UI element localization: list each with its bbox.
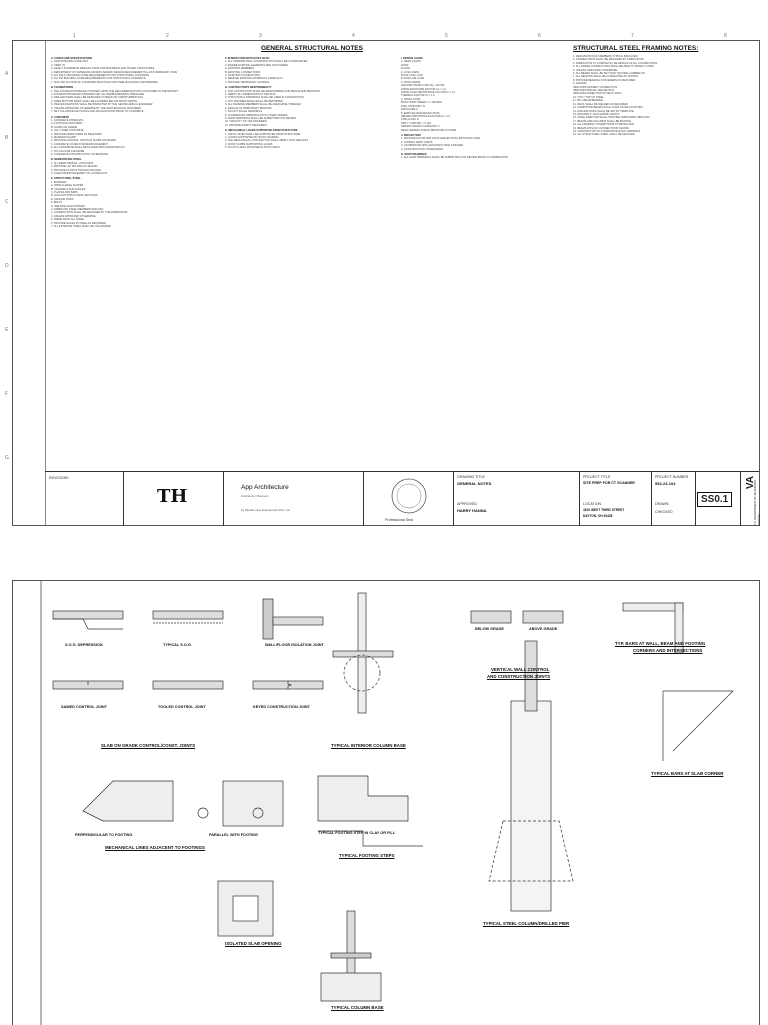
note-line: 7. AISC 360-16 CODE OF STANDARD PRACTICE FOR STEEL BUILDINGS AND BRIDGES — [51, 80, 158, 84]
grid-letter: C — [5, 199, 9, 205]
location-value: 4100 WEST THIRD STREET — [583, 508, 625, 512]
note-line: 6. PROVIDE HOLES IN STEEL AS REQUIRED — [51, 221, 106, 225]
caption-parallel: PARALLEL WITH FOOTING — [209, 833, 259, 837]
firm-sub: by Mueller Hoy Engineered Ohio, Inc. — [241, 508, 291, 512]
notes-column-2 — [225, 55, 395, 150]
architect-sub: Architects | Planners — [241, 494, 269, 498]
note-line: 6. ALL CONCRETE SHALL BE PLACED AND CURED PER ACI — [51, 146, 125, 150]
grid-letter: E — [5, 327, 9, 333]
drawn-label: DRAWN — [655, 502, 669, 506]
approved-label: APPROVED — [457, 502, 477, 506]
framing-note-line: INDICATES BRACE, SEE DETAILS — [573, 89, 615, 93]
notes-section-heading: I. DESIGN LOADS — [401, 57, 423, 60]
note-line: BASIC WIND SPEED V = 115 MPH — [401, 101, 442, 105]
notes-section-heading: H. MECHANICAL LOADS SUPPORTED FROM STRUCTURE — [225, 129, 298, 133]
caption-keyed-construction-joint: KEYED CONSTRUCTION JOINT — [253, 705, 310, 709]
note-line: ROOF LIVE LOAD — [401, 74, 423, 78]
caption-typical-column-base: TYPICAL COLUMN BASE — [331, 1005, 384, 1010]
caption-vertical-wall-control: VERTICAL WALL CONTROL — [491, 667, 550, 672]
grid-letter: G — [5, 455, 9, 461]
note-line: A. WIDE FLANGE SHAPES — [51, 184, 84, 188]
note-line: 1. PROVIDE FLOOR AND ROOF DEFLECTION LIMITS PER CODE — [401, 137, 480, 141]
note-line: 4. DEPARTMENT OF VETERANS AFFAIRS SEISMIC DESIGN REQUIREMENTS H-18-8 (FEBRUARY 2016) — [51, 70, 178, 74]
notes-section-heading: J. DEFLECTION — [401, 133, 421, 137]
note-line: BASIC SEISMIC FORCE RESISTING SYSTEM — [401, 128, 457, 132]
note-line: 6. ACI 318 BUILDING CODE REQUIREMENTS FOR STRUCTURAL CONCRETE — [51, 77, 146, 81]
location-label: LOCATION — [583, 502, 602, 506]
note-line: 7. SET COLUMN BASE PLATES AND ANCHOR RODS PRIOR TO CONCRETE — [51, 110, 144, 114]
note-line: 11. PROVIDE SAFETY MEASURES — [225, 123, 267, 127]
framing-note-line: 20. CONTRACTOR TO COORDINATE ROOF OPENINGS — [573, 129, 641, 133]
note-line: B. CHANNELS AND ANGLES — [51, 187, 86, 191]
notes-section-heading: K. SHOP DRAWINGS — [401, 152, 427, 156]
note-line: C. EXISTING FOUNDATIONS — [225, 74, 260, 78]
grid-number: 3 — [259, 33, 262, 39]
note-line: 5. PIER EXCAVATIONS SHALL BE INSPECTED BY THE GEOTECHNICAL ENGINEER — [51, 103, 153, 107]
note-line: SEISMIC DESIGN CATEGORY C — [401, 125, 440, 129]
caption-steel-column-pier: TYPICAL STEEL COLUMN/DRILLED PIER — [483, 921, 570, 926]
note-line: B. SLABS ON GRADE — [51, 125, 78, 129]
note-line: EXPOSURE C — [401, 108, 419, 112]
caption-below-grade: BELOW GRADE — [475, 627, 504, 631]
caption-tooled-control-joint: TOOLED CONTROL JOINT — [158, 705, 206, 709]
approved-value: HARRY HANNA — [457, 508, 487, 513]
note-line: E. ANCHOR RODS — [51, 197, 74, 201]
note-line: 10. THE DUTY OF THE ENGINEER — [225, 120, 267, 124]
note-line: 1. THE CONTRACTOR SHALL BE RESPONSIBLE FOR MEANS AND METHODS — [225, 89, 320, 93]
note-line: 1. MATERIAL: — [51, 180, 68, 184]
caption-typical-sog: TYPICAL S.O.G. — [163, 643, 192, 647]
note-line: F. BOLTS — [51, 201, 63, 205]
framing-note-line: 4. ALL FRAME CONNECTIONS SHALL BE ABLE TO RESIST LOADS — [573, 65, 654, 69]
note-line: 4. OPEN BOTTOM PIERS SHALL BE FOUNDED BELOW FROST DEPTH — [51, 99, 138, 103]
note-line: ROOF — [401, 63, 409, 67]
framing-notes-column — [573, 55, 748, 137]
note-line: 3. DRILLED PIERS SHALL BE DESIGNED TO BEAR ON UNDISTURBED SOIL — [51, 96, 144, 100]
note-line: 4. UNLESS APPROVED OTHERWISE — [51, 214, 96, 218]
note-line: B. EXISTING CONNECTIONS — [225, 70, 261, 74]
caption-footing-step-clay: TYPICAL FOOTING STEP IN CLAY OR FILL — [318, 831, 396, 835]
notes-section-heading: G. CONTRACTOR'S RESPONSIBILITY — [225, 86, 272, 90]
notes-section-heading: F. INTERACTION WITH EXIST. BLDG — [225, 57, 270, 60]
note-line: 3. STRUCTURAL DRAWINGS SHALL BE USED IN CONJUNCTION — [225, 96, 304, 100]
caption-sawed-control-joint: SAWED CONTROL JOINT — [61, 705, 107, 709]
firm-logo: TH — [157, 486, 188, 507]
framing-note-line: 11. BS = BEAM BEARING — [573, 99, 604, 103]
note-line: 7. DO NOT SCALE DRAWINGS — [225, 110, 263, 114]
framing-note-line: 15. PROVIDE 1" NON-SHRINK GROUT — [573, 112, 620, 116]
framing-note-line: 8. PROVIDE BEARING STIFFENERS AS REQUIRED — [573, 78, 636, 82]
framing-note-line: 5. UNLESS INDICATED OTHERWISE — [573, 68, 618, 72]
notes-section-heading: E. STRUCTURAL STEEL — [51, 177, 81, 181]
caption-wall-corners: TYP. BARS AT WALL, BEAM AND FOOTING — [615, 641, 706, 646]
note-line: 1. UNITS LISTED SHALL BE SUPPORTED FROM STRUCTURE — [225, 132, 301, 136]
sheet-number: SS0.1 — [697, 492, 732, 507]
framing-note-line: 18. ALL FRAMING CONNECTIONS TO BE BOLTED — [573, 123, 634, 127]
note-line: 2. FABRICATE STEEL MEMBERS PER AISC — [51, 208, 104, 212]
note-line: 4. CLEAN REINFORCEMENT OF LOOSE RUST — [51, 172, 108, 175]
note-line: 1. THE FOUNDATION DESIGN IS BASED UPON THE RECOMMENDATIONS CONTAINED IN THE REPORT — [51, 89, 179, 93]
note-line: D. HOLLOW STRUCTURAL SECTIONS — [51, 194, 98, 198]
framing-note-line: 16. STEEL ERECTOR SHALL PROVIDE TEMPORARY BRACING — [573, 116, 650, 120]
note-line: FLOOR — [401, 67, 410, 71]
note-line: A. FOOTINGS AND PIERS — [51, 122, 83, 126]
note-line: 5. CONCRETE COVER FOR REINFORCEMENT — [51, 142, 108, 146]
framing-note-line: 9. LEGEND — [573, 82, 587, 86]
grid-number: 1 — [73, 33, 76, 39]
professional-seal-label: Professional Seal — [385, 518, 413, 522]
grid-letter: D — [5, 263, 9, 269]
note-line: FLOOR LIVE LOAD — [401, 77, 425, 81]
note-line: SDS = 0.208 SD1 = 0.130 — [401, 121, 431, 125]
note-line: 2. LIVE LOADS — [401, 70, 420, 74]
framing-note-line: 6. ALL BEAMS SHALL BE SET WITH NATURAL CAMBER UP — [573, 72, 645, 76]
revisions-label: REVISIONS — [49, 476, 69, 480]
note-line: 3. REMOVE EXISTING MATERIALS CAREFULLY — [225, 77, 283, 81]
caption-interior-column-base: TYPICAL INTERIOR COLUMN BASE — [331, 743, 406, 748]
title-block — [45, 471, 759, 526]
note-line: RISK CATEGORY IV — [401, 104, 426, 108]
note-line: 8. COORDINATE OPENINGS WITH OTHER TRADES — [225, 113, 288, 117]
drawing-title: GENERAL NOTES — [457, 481, 492, 486]
grid-letter: F — [5, 391, 9, 397]
framing-note-line: 13. COMPOSITE BEAMS SHALL HAVE STUDS AS NOTED — [573, 106, 643, 110]
framing-notes-title: STRUCTURAL STEEL FRAMING NOTES: — [573, 45, 699, 52]
grid-number: 7 — [631, 33, 634, 39]
note-line: 2. VERIFY ALL DIMENSIONS AT THE SITE — [225, 93, 276, 97]
framing-note-line: 1. DESIGNATION OF MEMBERS TYPICAL INDICATED — [573, 55, 638, 58]
caption-sog-joints: SLAB ON GRADE CONTROL/CONST. JOINTS — [101, 743, 196, 748]
notes-column-3 — [401, 55, 569, 160]
note-line: 3. PROVIDE CLASS B TENSION SPLICES — [51, 168, 102, 172]
note-line: 4. PROVIDE TEMPORARY SHORING — [225, 80, 270, 84]
notes-column-1 — [51, 55, 221, 229]
project-title-label: PROJECT TITLE — [583, 475, 611, 479]
framing-note-line: 17. BEAMS AND COLUMNS SHALL BE PAINTED — [573, 119, 631, 123]
grid-number: 5 — [445, 33, 448, 39]
note-line: 2. LATERAL DRIFT LIMITS — [401, 140, 433, 144]
project-number: 552-23-104 — [655, 481, 676, 486]
note-line: 4. PROVIDE CONTROL JOINTS IN SLABS ON GRADE — [51, 139, 116, 143]
professional-seal-graphic — [389, 476, 429, 516]
note-line: 4. CONSTRUCTION TOLERANCES — [401, 147, 443, 151]
note-line: 5. ACI 318-14 BUILDING CODE REQUIREMENTS FOR STRUCTURAL CONCRETE — [51, 74, 150, 78]
va-department: U.S. DEPARTMENT OF VETERANS AFFAIRS — [753, 480, 761, 526]
general-notes-sheet — [5, 33, 761, 526]
grid-number: 2 — [166, 33, 169, 39]
note-line: SITE CLASS D — [401, 118, 419, 122]
note-line: 1. ALL REINFORCING - ASTM A615 — [51, 161, 94, 165]
note-line: 1. CONCRETE STRENGTH — [51, 118, 84, 122]
note-line: 2. WHERE EXISTING ELEMENTS ARE UNCOVERED — [225, 63, 289, 67]
note-line: 4. ROOF CURBS SUPPORTING LOADS — [225, 142, 273, 146]
architect-logo: App Architecture — [241, 484, 289, 491]
note-line: 3. COORDINATE WITH ARCHITECTURAL FINISHES — [401, 144, 464, 148]
note-line: SNOW LOAD IMPORTANCE FACTOR Is = 1.2 — [401, 91, 456, 95]
note-line: C. PLATES AND BARS — [51, 191, 78, 195]
framing-note-line: INDICATES DIRECTION OF DECK SPAN — [573, 92, 622, 96]
note-line: 2. FOUNDATION DESIGN ASSUMES NET ALLOWABLE BEARING PRESSURE — [51, 93, 145, 97]
location-city: DAYTON, OH 45428 — [583, 514, 613, 518]
framing-note-line: 2. CONNECTIONS SHALL BE DESIGNED BY FABRICATOR — [573, 58, 644, 62]
va-mark: VA — [745, 476, 756, 490]
caption-above-grade: ABOVE GRADE — [529, 627, 558, 631]
note-line: 2. PROVIDE ADMIXTURES AS REQUIRED — [51, 132, 102, 136]
general-notes-title: GENERAL STRUCTURAL NOTES — [261, 45, 363, 52]
notes-section-heading: A. CODES AND SPECIFICATIONS — [51, 57, 93, 60]
notes-section-heading: C. CONCRETE — [51, 115, 69, 119]
caption-slab-corner: TYPICAL BARS AT SLAB CORNER — [651, 771, 724, 776]
revision-strip — [13, 41, 46, 525]
project-title: SITE PREP FOR CT SCANNER — [583, 481, 635, 485]
caption-wall-floor-isolation: WALL/FLOOR ISOLATION JOINT — [265, 643, 324, 647]
note-line: 3. THE MECHANICAL CONTRACTOR SHALL VERIFY UNIT WEIGHTS — [225, 139, 309, 143]
caption-mechanical-lines: MECHANICAL LINES ADJACENT TO FOOTINGS — [105, 845, 205, 850]
note-line: 5. PRIME PAINT ALL STEEL — [51, 218, 85, 222]
notes-section-heading: B. FOUNDATIONS — [51, 86, 74, 90]
note-line: C. ALL OTHER CONCRETE — [51, 129, 84, 133]
framing-note-line: 19. BEAMS WITH NO CONNECTIONS SHOWN — [573, 126, 629, 130]
caption-footing-steps: TYPICAL FOOTING STEPS — [339, 853, 395, 858]
framing-note-line: 10. TOS = TOP OF STEEL — [573, 95, 604, 99]
grid-letter: A — [5, 71, 9, 77]
caption-sog-depression: S.O.G. DEPRESSION — [65, 643, 103, 647]
framing-note-line: 3. FABRICATOR TO COMPLETE THE DESIGN OF ALL CONNECTIONS — [573, 61, 658, 65]
note-line: 3. MAXIMUM SLUMP — [51, 135, 77, 139]
note-line: 4. WIND LOADS — [401, 97, 421, 101]
note-line: 5. ALL FRAMING MEMBERS SHALL BE ADEQUATELY BRACED — [225, 103, 301, 107]
framing-note-line: INDICATES MOMENT CONNECTION — [573, 85, 617, 89]
framing-note-line: 7. ALL DECKING SHALL BE CONNECTED AS SHOWN — [573, 75, 638, 79]
note-line: 4. ANY DISCREPANCIES SHALL BE REPORTED — [225, 99, 283, 103]
framing-note-line: 12. DECK SHALL BE WELDED AS REQUIRED — [573, 102, 628, 106]
note-line: 2. LOADS SUPPORTED BY ROOF FRAMING — [225, 135, 279, 139]
note-line: 8. CONCRETE CONSTRUCTION TOLERANCES — [51, 152, 109, 156]
note-line: SNOW EXPOSURE FACTOR Ce = 1.0 — [401, 87, 446, 91]
note-line: A. EXISTING MEMBERS — [225, 67, 255, 71]
grid-number: 4 — [352, 33, 355, 39]
grid-letter: B — [5, 135, 9, 141]
caption-corners-intersections: CORNERS AND INTERSECTIONS — [633, 648, 703, 653]
note-line: SEISMIC IMPORTANCE FACTOR Ie = 1.5 — [401, 114, 451, 118]
grid-number: 6 — [538, 33, 541, 39]
note-line: 6. DESIGN OF TEMPORARY BRACING — [225, 106, 272, 110]
note-line: 3. ASCE 7-16 MINIMUM DESIGN LOADS FOR BUILDINGS AND OTHER STRUCTURES — [51, 67, 155, 71]
note-line: 1. ALL INTERIOR WALL CONSTRUCTION SHALL BE COORDINATED — [225, 60, 308, 64]
checked-label: CHECKED — [655, 510, 673, 514]
grid-number: 8 — [724, 33, 727, 39]
note-line: 9. SHOP DRAWINGS SHALL BE SUBMITTED FOR REVIEW — [225, 116, 296, 120]
note-line: THERMAL FACTOR Ct = 1.0 — [401, 94, 435, 98]
caption-perpendicular: PERPENDICULAR TO FOOTING — [75, 833, 133, 837]
note-line: 5. DO NOT HANG FROM METAL ROOF DECK — [225, 146, 280, 150]
project-number-label: PROJECT NUMBER — [655, 475, 689, 479]
note-line: 2. OPEN (?) — [51, 63, 66, 67]
note-line: 7. ALL EXTERIOR STEEL SHALL BE GALVANIZED — [51, 225, 111, 229]
note-line: 2. PROVIDE LAP SPLICES AS SHOWN — [51, 165, 98, 169]
note-line: 5. EARTHQUAKE DESIGN DATA — [401, 111, 440, 115]
note-line: G. WELDING ELECTRODES — [51, 204, 85, 208]
drawing-title-label: DRAWING TITLE — [457, 475, 485, 479]
caption-isolated-slab-opening: ISOLATED SLAB OPENING — [225, 941, 282, 946]
framing-note-line: 21. ALL STRUCTURAL STEEL SHALL BE DETAILED — [573, 133, 635, 137]
notes-section-heading: D. REINFORCING STEEL — [51, 158, 82, 162]
note-line: 1. OHIO BUILDING CODE 2017 — [51, 60, 89, 64]
note-line: 3. CONNECTIONS SHALL BE DESIGNED BY THE FABRICATOR — [51, 211, 128, 215]
note-line: GROUND SNOW LOAD Pg = 20 PSF — [401, 84, 445, 88]
note-line: 1. ALL SHOP DRAWINGS SHALL BE SUBMITTED FOR REVIEW PRIOR TO FABRICATION — [401, 156, 509, 160]
note-line: 1. DEAD LOADS — [401, 60, 421, 64]
note-line: 7. NO CALCIUM CHLORIDE — [51, 149, 85, 153]
details-sheet — [12, 580, 760, 1025]
note-line: 6. UNLESS APPROVED OTHERWISE BY THE GEOTECHNICAL ENGINEER — [51, 106, 141, 110]
framing-note-line: 14. ANCHOR RODS SHALL BE SET BY TEMPLATE — [573, 109, 634, 113]
caption-construction-joints: AND CONSTRUCTION JOINTS — [487, 674, 551, 679]
note-line: 3. ROOF SNOW — [401, 80, 421, 84]
